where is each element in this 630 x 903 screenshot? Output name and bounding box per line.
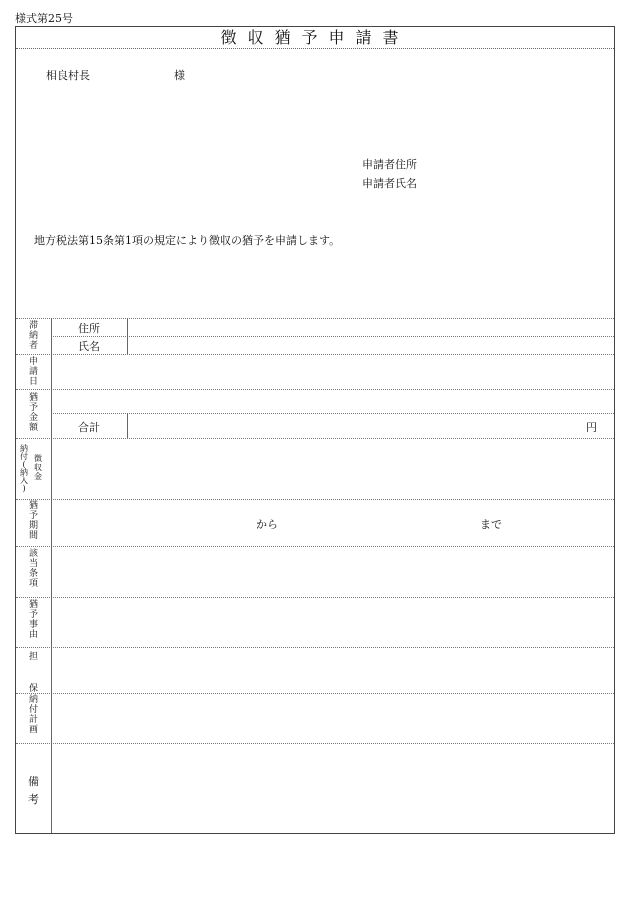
delinquent-address-field[interactable] <box>129 320 612 334</box>
applicable-clause-label: 該 当 条 項 <box>28 549 38 589</box>
form-number: 様式第25号 <box>15 12 73 25</box>
yen-unit: 円 <box>586 421 597 434</box>
payment-field[interactable] <box>53 440 612 497</box>
total-label: 合計 <box>78 421 100 434</box>
payment-label-left: 納 付 ( 納 入 ) <box>20 444 28 493</box>
deferral-amount-label: 猶 予 金 額 <box>28 393 38 433</box>
detail-table <box>16 27 614 833</box>
payment-label-right: 徴 収 金 <box>34 454 42 481</box>
delinquent-name-field[interactable] <box>129 338 612 352</box>
remarks-field[interactable] <box>53 745 612 831</box>
collateral-label-bottom: 保 <box>28 684 38 694</box>
addressee-name: 相良村長 <box>46 69 90 82</box>
total-field[interactable] <box>129 415 599 435</box>
remarks-label-top: 備 <box>28 775 39 788</box>
period-from-text: から <box>256 518 278 531</box>
deferral-period-label: 猶 予 期 間 <box>28 501 38 541</box>
deferral-reason-label: 猶 予 事 由 <box>28 600 38 640</box>
application-date-field[interactable] <box>53 356 612 387</box>
request-statement: 地方税法第15条第1項の規定により徴収の猶予を申請します。 <box>34 234 341 247</box>
applicant-name-label: 申請者氏名 <box>362 177 417 190</box>
form-title: 徴収猶予申請書 <box>16 27 614 49</box>
collateral-label-top: 担 <box>28 652 38 662</box>
payment-plan-label: 納 付 計 画 <box>28 695 38 735</box>
delinquent-address-label: 住所 <box>78 322 100 335</box>
period-until-text: まで <box>480 518 502 531</box>
deferral-amount-field[interactable] <box>53 391 612 411</box>
collateral-field[interactable] <box>53 649 612 691</box>
delinquent-label: 滞 納 者 <box>28 321 38 351</box>
deferral-reason-field[interactable] <box>53 599 612 645</box>
remarks-label-bottom: 考 <box>28 793 39 806</box>
application-form <box>15 26 615 834</box>
delinquent-name-label: 氏名 <box>78 340 100 353</box>
applicant-address-label: 申請者住所 <box>362 158 417 171</box>
applicable-clause-field[interactable] <box>53 548 612 595</box>
addressee-honorific: 様 <box>174 69 185 82</box>
application-date-label: 申 請 日 <box>28 357 38 387</box>
payment-plan-field[interactable] <box>53 695 612 741</box>
